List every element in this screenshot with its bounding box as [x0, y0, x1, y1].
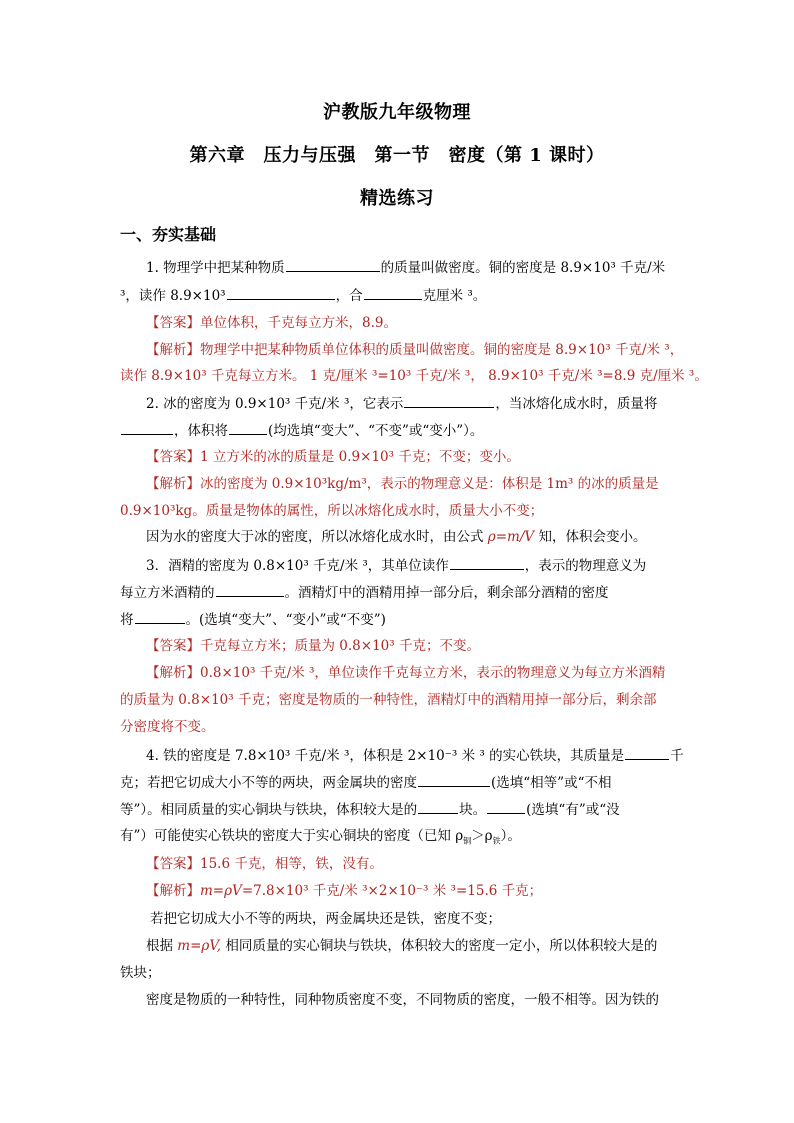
q4-line3: 等”）。相同质量的实心铜块与铁块，体积较大是的 块。 (选填“有”或“没 — [120, 799, 680, 821]
q4-answer: 【答案】15.6 千克，相等，铁，没有。 — [146, 856, 383, 872]
q4-blank1[interactable] — [625, 745, 669, 760]
q2-analysis-line1: 【解析】冰的密度为 0.9×10³kg/m³，表示的物理意义是：体积是 1m³ 的冰的质量是 — [146, 476, 659, 492]
q3-blank3[interactable] — [135, 609, 185, 624]
section-heading: 一、夯实基础 — [120, 225, 217, 244]
q3-line2: 每立方米酒精的 。酒精灯中的酒精用掉一部分后，剩余部分酒精的密度 — [120, 582, 680, 604]
q1-line2: ³，读作 8.9×10³ ，合 克厘米 ³。 — [120, 285, 680, 307]
q4-line1: 4. 铁的密度是 7.8×10³ 千克/米 ³，体积是 2×10⁻³ 米 ³ 的实心铁块，其质量是 千 — [120, 745, 706, 767]
chapter-title: 第六章 压力与压强 第一节 密度（第 1 课时） — [189, 145, 605, 166]
q4-blank3[interactable] — [418, 799, 458, 814]
doc-title: 沪教版九年级物理 — [323, 102, 471, 123]
q2-blank2[interactable] — [121, 420, 173, 435]
q3-analysis-line1: 【解析】0.8×10³ 千克/米 ³，单位读作千克每立方米，表示的物理意义为每立方米酒精 — [146, 665, 666, 681]
q2-blank3[interactable] — [229, 420, 267, 435]
q4-line4: 有”）可能使实心铁块的密度大于实心铜块的密度（已知 $\rho_铜>\rho_铁$）。 — [120, 828, 521, 846]
q1-blank2[interactable] — [227, 285, 335, 300]
q3-analysis-line2: 的质量为 0.8×10³ 千克；密度是物质的一种特性，酒精灯中的酒精用掉一部分后，剩余部 — [120, 692, 657, 708]
q2-analysis-line3: 因为水的密度大于冰的密度，所以冰熔化成水时，由公式 ρ=m/V 知，体积会变小。 — [146, 529, 647, 545]
q3-line1: 3．酒精的密度为 0.8×10³ 千克/米 ³，其单位读作 ，表示的物理意义为 — [120, 555, 706, 577]
q4-blank4[interactable] — [487, 799, 525, 814]
q1-blank3[interactable] — [364, 285, 422, 300]
q3-blank1[interactable] — [450, 555, 524, 570]
q4-analysis-line3: 根据 m=ρV, 相同质量的实心铜块与铁块，体积较大的密度一定小，所以体积较大是的 — [146, 938, 658, 954]
q1-blank1[interactable] — [286, 257, 380, 272]
q2-analysis-line2: 0.9×10³kg。质量是物体的属性，所以冰熔化成水时，质量大小不变； — [120, 503, 544, 519]
q4-analysis-line2: 若把它切成大小不等的两块，两金属块还是铁，密度不变； — [150, 911, 501, 927]
q1-analysis-line2: 读作 8.9×10³ 千克每立方米。 1 克/厘米 ³=10³ 千克/米 ³， 8.9×10³ 千克/米 ³=8.9 克/厘米 ³。 — [120, 368, 708, 384]
q4-blank2[interactable] — [418, 772, 490, 787]
q2-answer: 【答案】1 立方米的冰的质量是 0.9×10³ 千克；不变；变小。 — [146, 449, 520, 465]
q2-line1: 2. 冰的密度为 0.9×10³ 千克/米 ³，它表示 ，当冰熔化成水时，质量将 — [120, 393, 706, 415]
q4-analysis-line4: 铁块； — [120, 965, 161, 981]
q4-analysis-line1: 【解析】m=ρV=7.8×10³ 千克/米 ³×2×10⁻³ 米 ³=15.6 千克； — [146, 883, 543, 899]
exercise-title: 精选练习 — [360, 188, 434, 209]
q3-analysis-line3: 分密度将不变。 — [120, 719, 215, 735]
q1-analysis-line1: 【解析】物理学中把某种物质单位体积的质量叫做密度。铜的密度是 8.9×10³ 千克/米 ³， — [146, 342, 684, 358]
q4-analysis-line5: 密度是物质的一种特性，同种物质密度不变，不同物质的密度，一般不相等。因为铁的 — [146, 992, 659, 1008]
q2-blank1[interactable] — [404, 393, 494, 408]
q4-line2: 克；若把它切成大小不等的两块，两金属块的密度 (选填“相等”或“不相 — [120, 772, 680, 794]
q2-line2: ，体积将 (均选填“变大”、“不变”或“变小”）。 — [120, 420, 680, 442]
q1-line1: 1. 物理学中把某种物质 的质量叫做密度。铜的密度是 8.9×10³ 千克/米 — [120, 257, 706, 279]
q1-answer: 【答案】单位体积，千克每立方米，8.9。 — [146, 315, 397, 331]
q3-blank2[interactable] — [216, 582, 284, 597]
q3-answer: 【答案】千克每立方米；质量为 0.8×10³ 千克；不变。 — [146, 638, 480, 654]
q3-line3: 将 。(选填“变大”、“变小”或“不变”) — [120, 609, 680, 631]
